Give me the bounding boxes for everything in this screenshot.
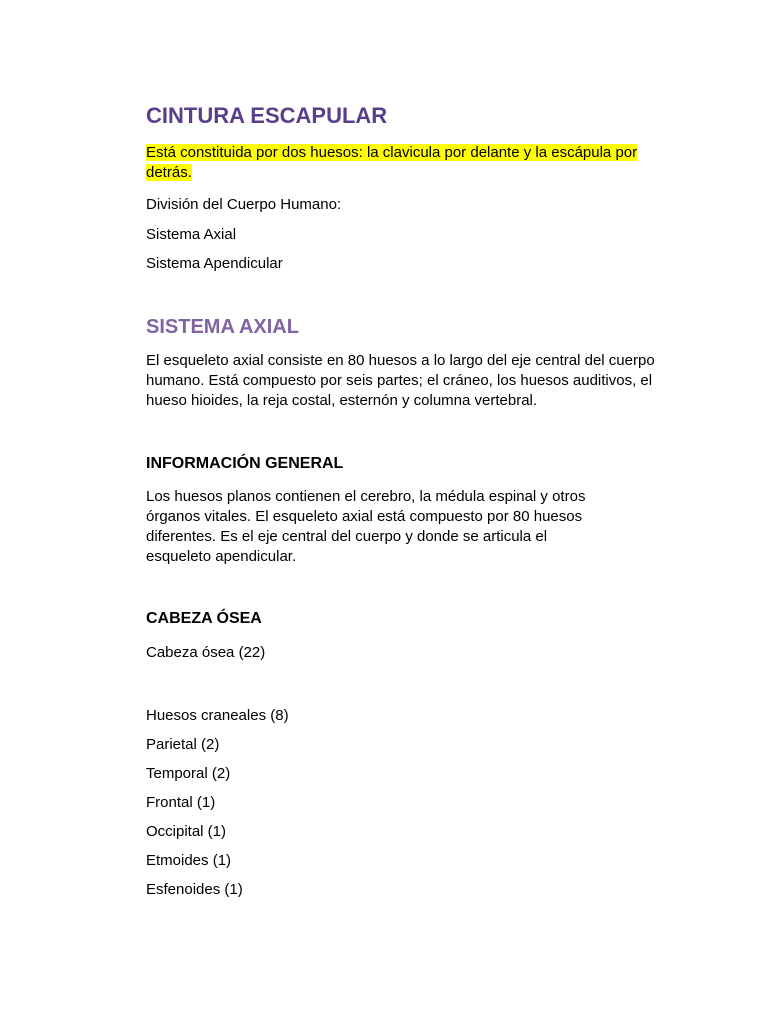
highlighted-sentence-line-2: detrás. <box>146 164 192 181</box>
division-label: División del Cuerpo Humano: <box>146 196 342 213</box>
list-item: Frontal (1) <box>146 794 216 811</box>
system-item-axial: Sistema Axial <box>146 226 237 243</box>
list-item: Occipital (1) <box>146 823 227 840</box>
cabeza-osea-subtitle: Cabeza ósea (22) <box>146 644 266 661</box>
paragraph-informacion-general: Los huesos planos contienen el cerebro, la médula espinal y otros órganos vitales. El esqueleto axial está compuesto por 80 huesos diferentes. Es el eje central del cuerpo y donde se articula el esqueleto apendicular. <box>146 488 586 565</box>
heading-sistema-axial: SISTEMA AXIAL <box>146 316 299 338</box>
list-item: Huesos craneales (8) <box>146 707 289 724</box>
heading-informacion-general: INFORMACIÓN GENERAL <box>146 455 344 472</box>
highlighted-sentence-line-1: Está constituida por dos huesos: la clavicula por delante y la escápula por <box>146 144 638 161</box>
system-item-apendicular: Sistema Apendicular <box>146 255 283 272</box>
list-item: Etmoides (1) <box>146 852 232 869</box>
paragraph-sistema-axial: El esqueleto axial consiste en 80 huesos a lo largo del eje central del cuerpo humano. Está compuesto por seis partes; el cráneo, los huesos auditivos, el hueso hioides, la reja costal, esternón y columna vertebral. <box>146 352 655 409</box>
heading-cabeza-osea: CABEZA ÓSEA <box>146 610 262 627</box>
list-item: Esfenoides (1) <box>146 881 243 898</box>
heading-cintura-escapular: CINTURA ESCAPULAR <box>146 103 388 128</box>
list-item: Temporal (2) <box>146 765 231 782</box>
list-item: Parietal (2) <box>146 736 220 753</box>
